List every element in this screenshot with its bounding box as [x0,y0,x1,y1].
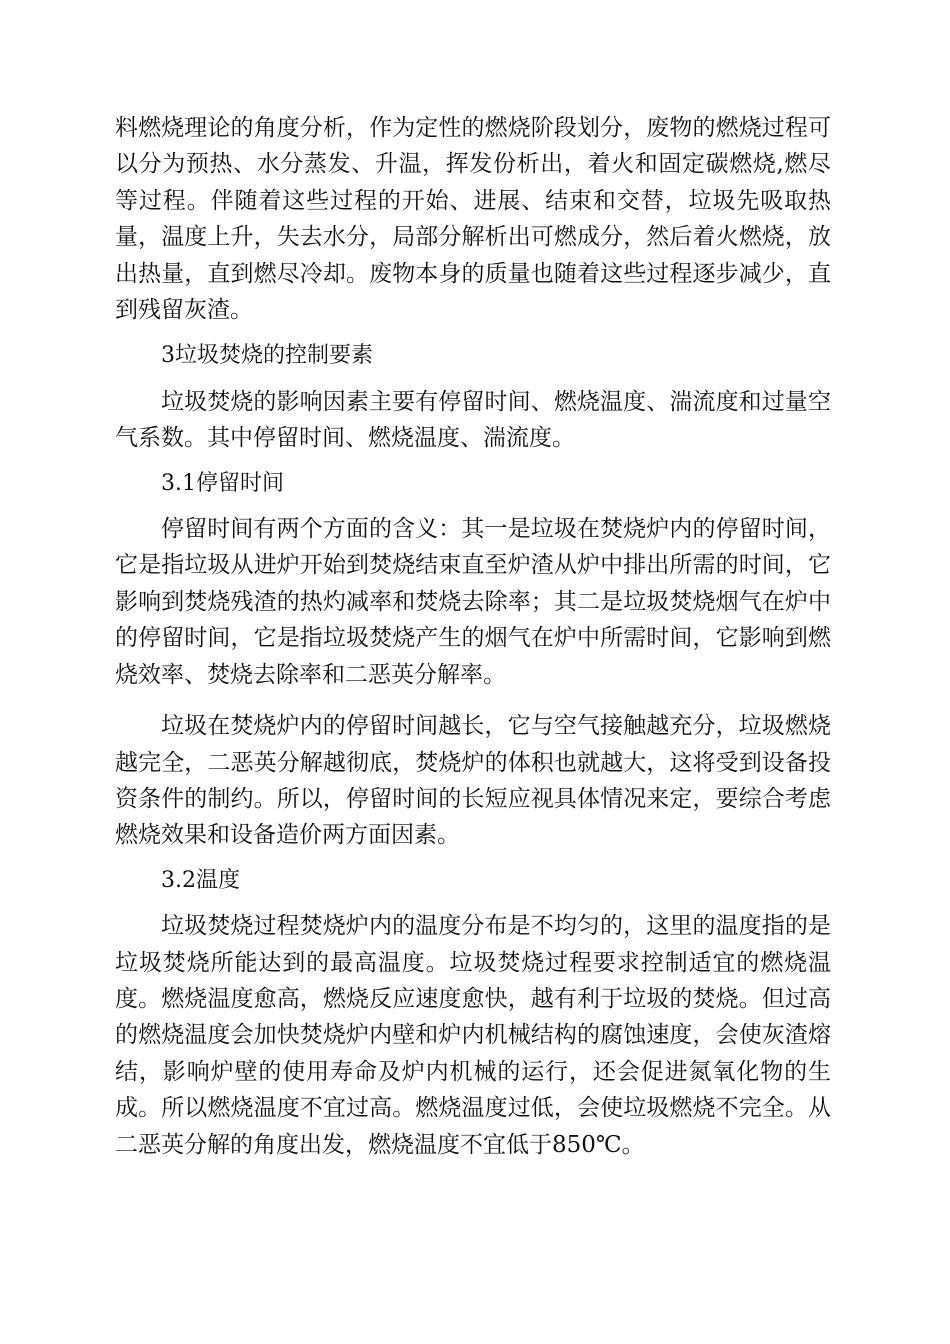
paragraph-combustion-stages: 料燃烧理论的角度分析，作为定性的燃烧阶段划分，废物的燃烧过程可以分为预热、水分蒸发、升温，挥发份析出，着火和固定碳燃烧,燃尽等过程。伴随着这些过程的开始、进展、结束和交替，垃圾先吸取热量，温度上升，失去水分，局部分解析出可燃成分，然后着火燃烧，放出热量，直到燃尽冷却。废物本身的质量也随着这些过程逐步减少，直到残留灰渣。 [115,115,831,324]
paragraph-temperature: 垃圾焚烧过程焚烧炉内的温度分布是不均匀的，这里的温度指的是垃圾焚烧所能达到的最高温度。垃圾焚烧过程要求控制适宜的燃烧温度。燃烧温度愈高，燃烧反应速度愈快，越有利于垃圾的焚烧。但过高的燃烧温度会加快焚烧炉内壁和炉内机械结构的腐蚀速度，会使灰渣熔结，影响炉壁的使用寿命及炉内机械的运行，还会促进氮氧化物的生成。所以燃烧温度不宜过高。燃烧温度过低，会使垃圾燃烧不完全。从二恶英分解的角度出发，燃烧温度不宜低于850℃。 [115,913,831,1158]
document-page [115,110,831,1163]
paragraph-influencing-factors: 垃圾焚烧的影响因素主要有停留时间、燃烧温度、湍流度和过量空气系数。其中停留时间、燃烧温度、湍流度。 [115,388,831,452]
paragraph-residence-time-tradeoff: 垃圾在焚烧炉内的停留时间越长，它与空气接触越充分，垃圾燃烧越完全，二恶英分解越彻底，焚烧炉的体积也就越大，这将受到设备投资条件的制约。所以，停留时间的长短应视具体情况来定，要综合考虑燃烧效果和设备造价两方面因素。 [115,713,831,849]
section-heading-residence-time: 3.1停留时间 [161,470,284,496]
section-heading-temperature: 3.2温度 [161,867,240,893]
paragraph-residence-time-definition: 停留时间有两个方面的含义：其一是垃圾在焚烧炉内的停留时间，它是指垃圾从进炉开始到焚烧结束直至炉渣从炉中排出所需的时间，它影响到焚烧残渣的热灼减率和焚烧去除率；其二是垃圾焚烧烟气在炉中的停留时间，它是指垃圾焚烧产生的烟气在炉中所需时间，它影响到燃烧效率、焚烧去除率和二恶英分解率。 [115,516,831,688]
section-heading-control-factors: 3垃圾焚烧的控制要素 [161,343,373,369]
